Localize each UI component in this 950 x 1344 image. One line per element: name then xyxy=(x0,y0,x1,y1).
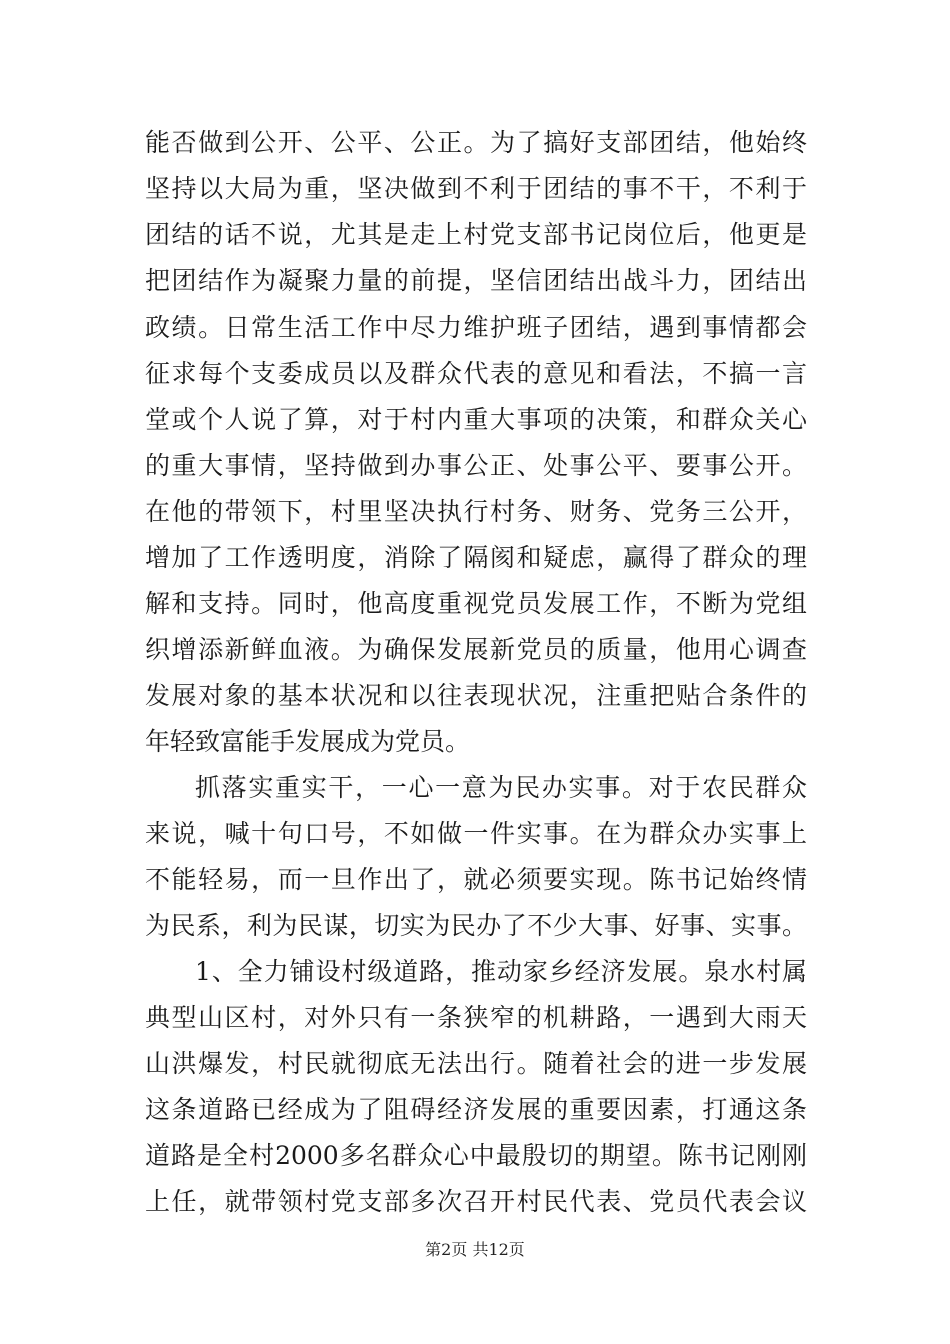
text-line: 征求每个支委成员以及群众代表的意见和看法，不搞一言 xyxy=(145,359,807,388)
text-line: 在他的带领下，村里坚决执行村务、财务、党务三公开， xyxy=(145,497,807,526)
text-line: 解和支持。同时，他高度重视党员发展工作，不断为党组 xyxy=(145,589,807,618)
text-line: 上任，就带领村党支部多次召开村民代表、党员代表会议 xyxy=(145,1187,807,1216)
text-line: 不能轻易，而一旦作出了，就必须要实现。陈书记始终情 xyxy=(145,865,807,894)
text-line: 织增添新鲜血液。为确保发展新党员的质量，他用心调查 xyxy=(145,635,807,664)
text-line: 政绩。日常生活工作中尽力维护班子团结，遇到事情都会 xyxy=(145,313,807,342)
text-line: 山洪爆发，村民就彻底无法出行。随着社会的进一步发展 xyxy=(145,1049,807,1078)
text-line: 典型山区村，对外只有一条狭窄的机耕路，一遇到大雨天 xyxy=(145,1003,807,1032)
text-line: 这条道路已经成为了阻碍经济发展的重要因素，打通这条 xyxy=(145,1095,807,1124)
text-line: 堂或个人说了算，对于村内重大事项的决策，和群众关心 xyxy=(145,405,807,434)
text-line: 发展对象的基本状况和以往表现状况，注重把贴合条件的 xyxy=(145,681,807,710)
paragraph-first-line: 1、全力铺设村级道路，推动家乡经济发展。泉水村属 xyxy=(195,957,807,986)
text-line: 团结的话不说，尤其是走上村党支部书记岗位后，他更是 xyxy=(145,220,807,249)
text-line: 增加了工作透明度，消除了隔阂和疑虑，赢得了群众的理 xyxy=(145,543,807,572)
text-line: 的重大事情，坚持做到办事公正、处事公平、要事公开。 xyxy=(145,451,807,480)
page-footer: 第2页 共12页 xyxy=(425,1240,525,1259)
text-line: 能否做到公开、公平、公正。为了搞好支部团结，他始终 xyxy=(145,128,807,157)
text-line: 坚持以大局为重，坚决做到不利于团结的事不干，不利于 xyxy=(145,174,807,203)
text-line: 道路是全村2000多名群众心中最殷切的期望。陈书记刚刚 xyxy=(145,1141,807,1170)
text-line: 为民系，利为民谋，切实为民办了不少大事、好事、实事。 xyxy=(145,911,807,940)
text-line: 把团结作为凝聚力量的前提，坚信团结出战斗力，团结出 xyxy=(145,266,807,295)
text-line: 来说，喊十句口号，不如做一件实事。在为群众办实事上 xyxy=(145,819,807,848)
paragraph-first-line: 抓落实重实干，一心一意为民办实事。对于农民群众 xyxy=(195,773,807,802)
text-line: 年轻致富能手发展成为党员。 xyxy=(145,727,471,756)
